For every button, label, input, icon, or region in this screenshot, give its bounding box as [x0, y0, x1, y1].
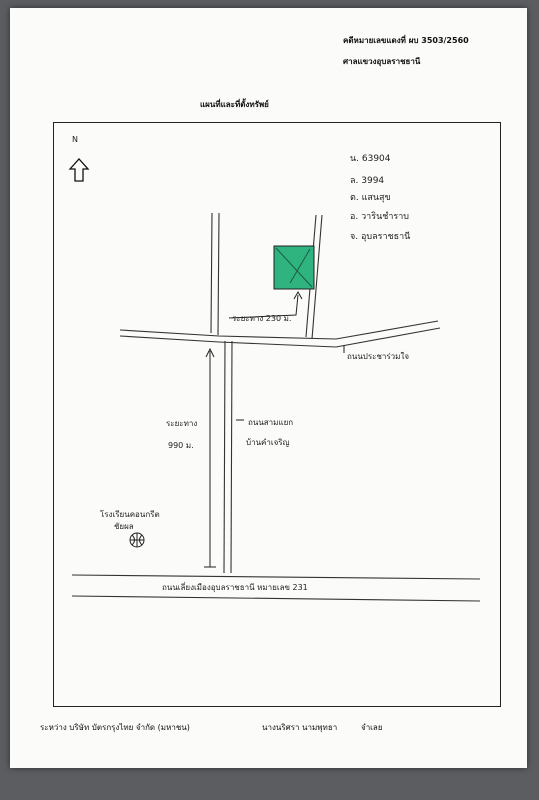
north-label: N — [72, 135, 78, 144]
left-road-upper-a — [211, 213, 212, 333]
document-page — [10, 8, 527, 768]
footer-party-a: ระหว่าง บริษัท บัตรกรุงไทย จำกัด (มหาชน) — [40, 723, 190, 732]
document-title: แผนที่และที่ตั้งทรัพย์ — [200, 100, 269, 109]
main-road-label-1: ถนนสามแยก — [248, 418, 294, 427]
school-globe-icon — [130, 533, 144, 547]
distance-main-label-2: 990 ม. — [168, 441, 194, 450]
highway-edge-top — [72, 575, 480, 579]
footer-role: จำเลย — [361, 723, 383, 732]
branch-road-label: ถนนประชาร่วมใจ — [347, 352, 410, 361]
case-number: คดีหมายเลขแดงที่ ผบ 3503/2560 — [343, 36, 469, 45]
detail-line-2: ล. 3994 — [350, 176, 385, 186]
map-frame — [53, 122, 501, 707]
detail-line-1: น. 63904 — [350, 154, 391, 164]
highway-label: ถนนเลี่ยงเมืองอุบลราชธานี หมายเลข 231 — [162, 583, 308, 592]
detail-line-3: ต. แสนสุข — [350, 193, 391, 203]
footer-party-b: นางนริศรา นามพุทธา — [262, 723, 338, 732]
highway-edge-bottom — [72, 596, 480, 601]
court-name: ศาลแขวงอุบลราชธานี — [343, 57, 421, 66]
north-arrow-icon — [70, 159, 88, 181]
map-drawing — [54, 123, 500, 706]
main-road-a — [224, 341, 225, 573]
main-road-b — [231, 341, 232, 573]
school-label-2: ชัยผล — [114, 522, 134, 531]
detail-line-4: อ. วารินชำราบ — [350, 212, 409, 222]
property-parcel — [274, 246, 314, 289]
detail-line-5: จ. อุบลราชธานี — [350, 232, 411, 242]
main-road-label-2: บ้านคำเจริญ — [246, 438, 290, 447]
school-label-1: โรงเรียนคอนกรีต — [100, 510, 160, 519]
distance-parcel-label: ระยะทาง 230 ม. — [232, 314, 292, 323]
distance-main-label-1: ระยะทาง — [166, 419, 198, 428]
left-road-upper-b — [218, 213, 219, 335]
